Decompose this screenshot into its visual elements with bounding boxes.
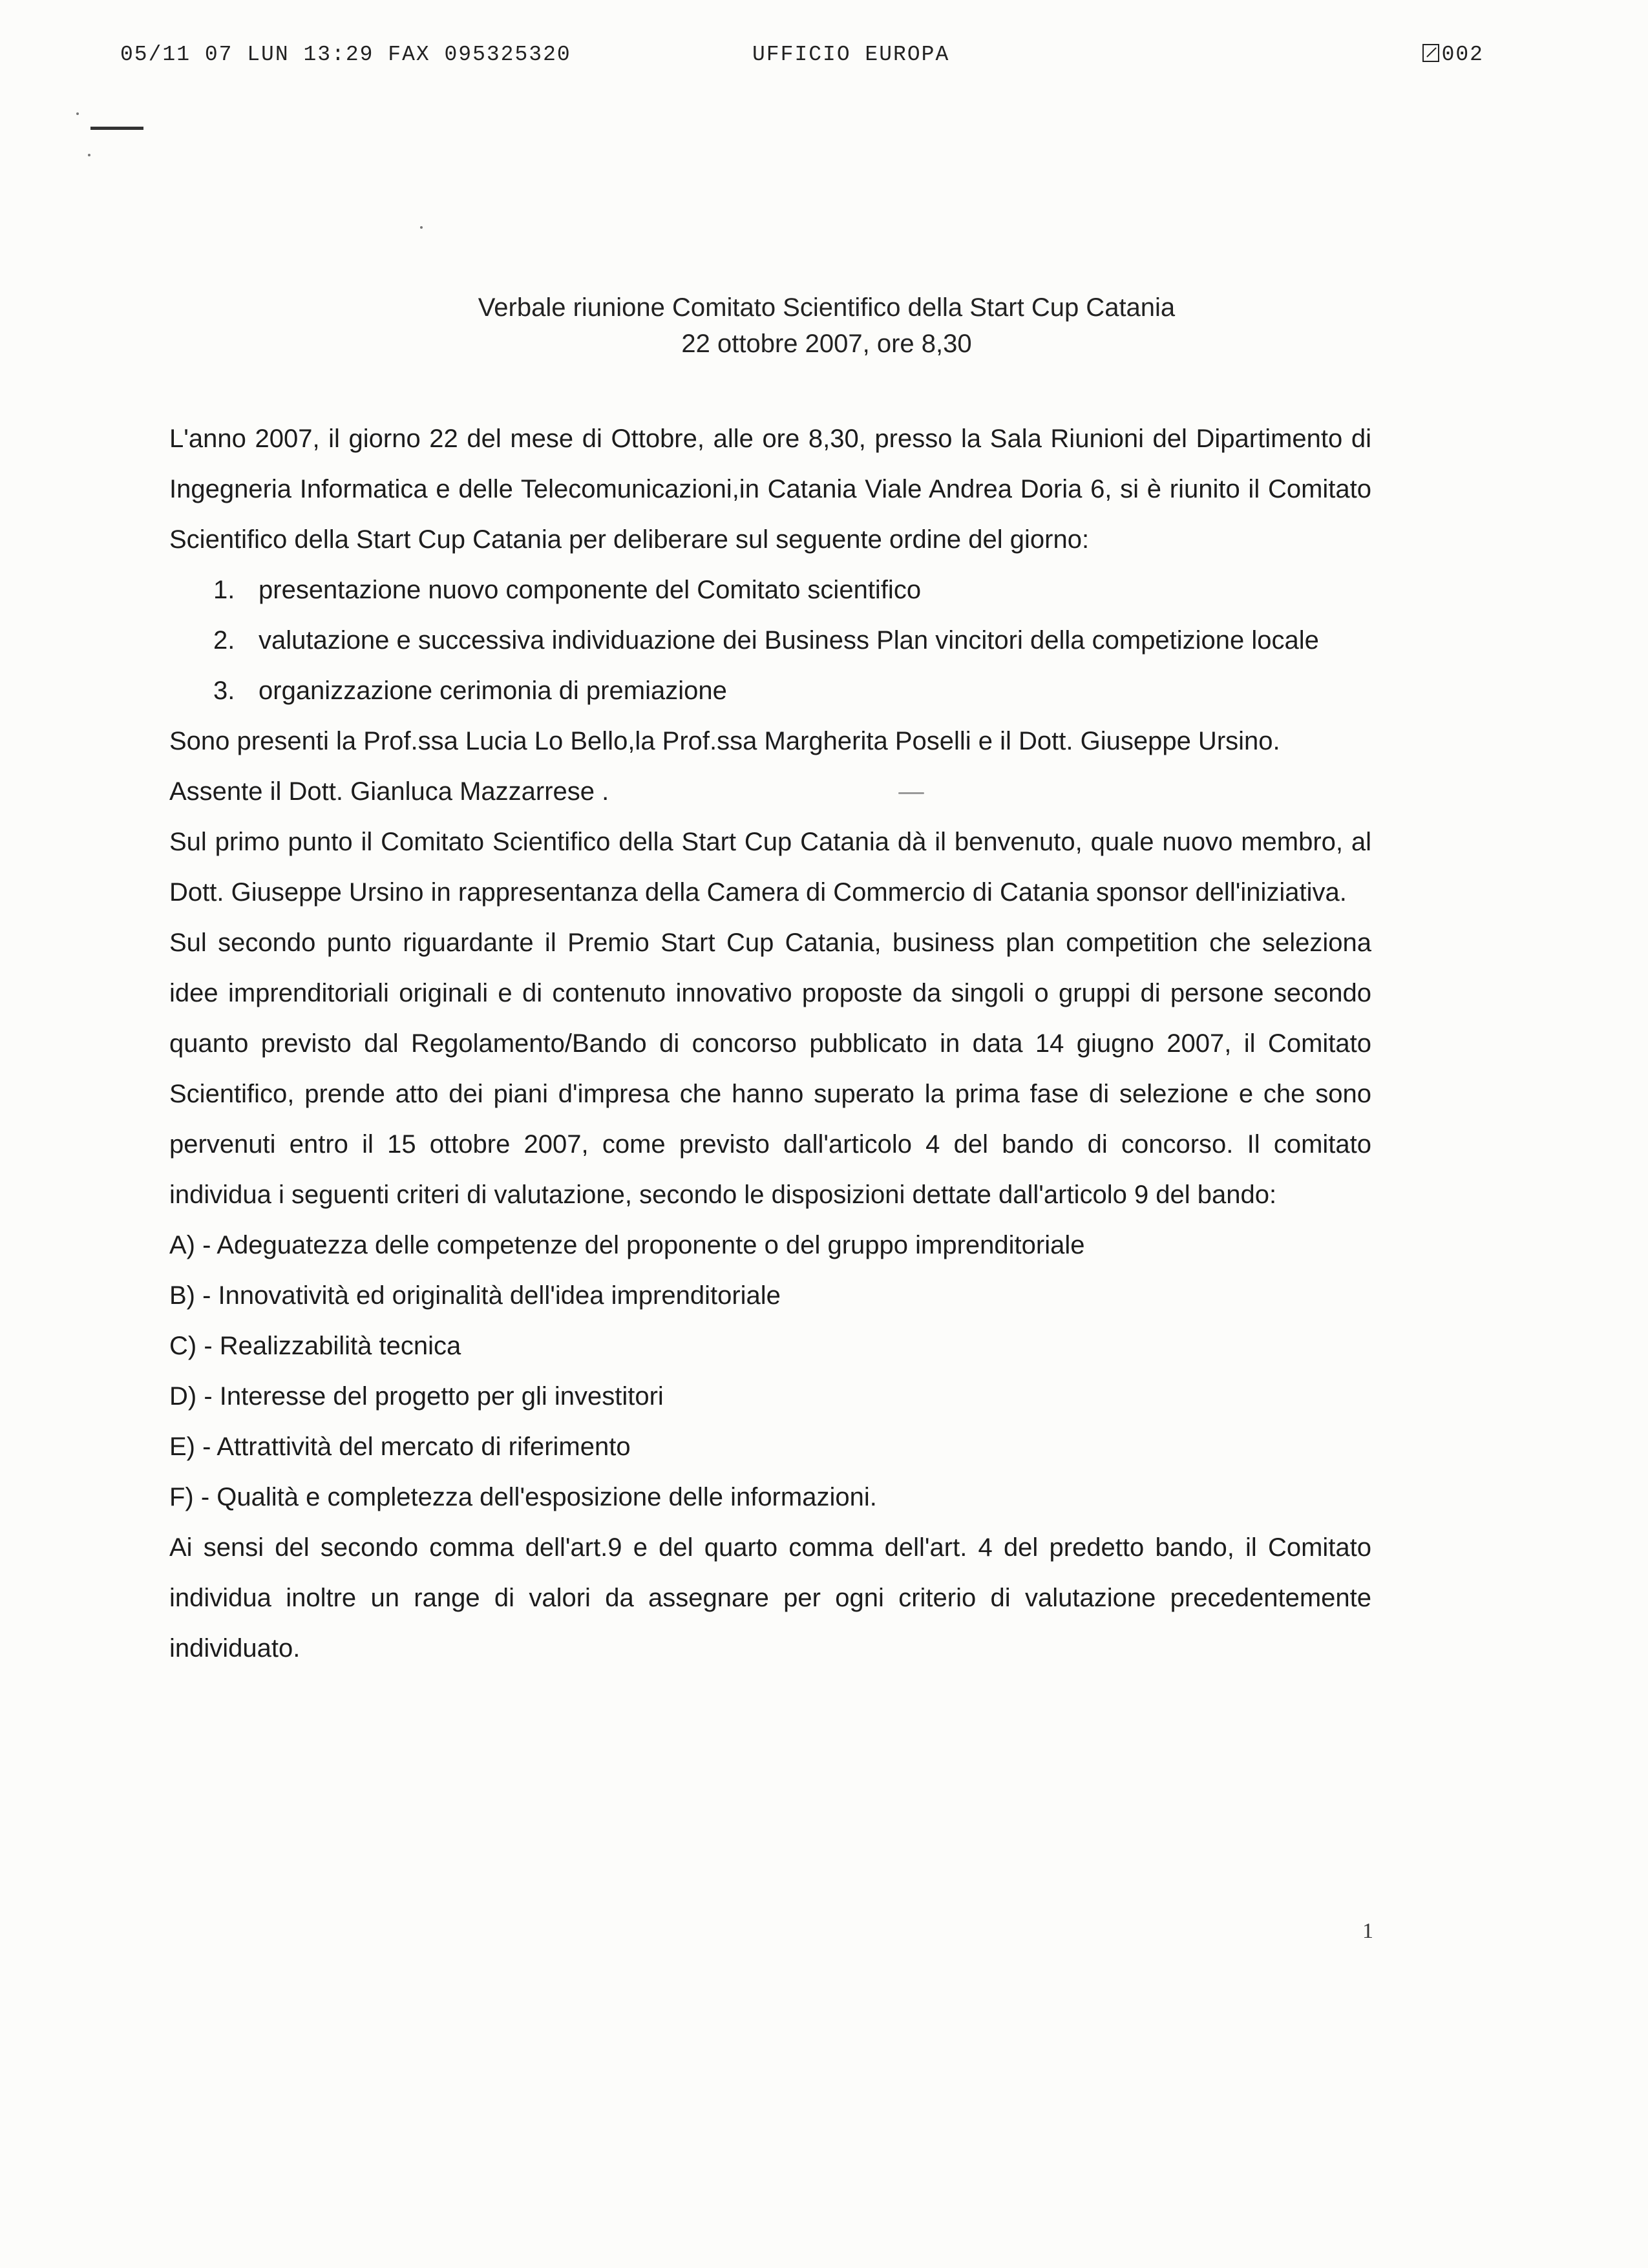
first-point-paragraph: Sul primo punto il Comitato Scientifico della Start Cup Catania dà il benvenuto, quale nuovo membro, al Dott. Giuseppe Ursino in rappresentanza della Camera di Commercio di Catania sponsor dell'iniziativa.: [169, 828, 1371, 907]
criterion-item: E) - Attrattività del mercato di riferimento: [169, 1433, 631, 1461]
intro-paragraph: L'anno 2007, il giorno 22 del mese di Ottobre, alle ore 8,30, presso la Sala Riunioni del Dipartimento di Ingegneria Informatica e delle Telecomunicazioni,in Catania Viale Andrea Doria 6, si è riunito il Comitato Scientifico della Start Cup Catania per deliberare sul seguente ordine del giorno:: [169, 425, 1371, 554]
fax-page-number: 002: [1441, 43, 1484, 67]
fax-datetime: 05/11 07 LUN 13:29 FAX 095325320: [120, 43, 571, 67]
criterion-item: A) - Adeguatezza delle competenze del proponente o del gruppo imprenditoriale: [169, 1231, 1085, 1259]
fax-header: [120, 43, 1484, 75]
second-point-paragraph: Sul secondo punto riguardante il Premio Start Cup Catania, business plan competition che seleziona idee imprenditoriali originali e di contenuto innovativo proposte da singoli o gruppi di persone secondo quanto previsto dal Regolamento/Bando di concorso pubblicato in data 14 giugno 2007, il Comitato Scientifico, prende atto dei piani d'impresa che hanno superato la prima fase di selezione e che sono pervenuti entro il 15 ottobre 2007, come previsto dall'articolo 4 del bando di concorso. Il comitato individua i seguenti criteri di valutazione, secondo le disposizioni dettate dall'articolo 9 del bando:: [169, 929, 1371, 1209]
scan-speck: [420, 226, 423, 229]
fax-page-icon: [1422, 44, 1439, 62]
criterion-item: B) - Innovatività ed originalità dell'idea imprenditoriale: [169, 1281, 781, 1310]
document-title: [0, 289, 1648, 362]
fax-page-indicator: [1422, 43, 1484, 67]
criterion-item: C) - Realizzabilità tecnica: [169, 1332, 461, 1360]
page-number: 1: [1362, 1919, 1373, 1943]
fax-office: UFFICIO EUROPA: [752, 43, 950, 67]
title-line-2: 22 ottobre 2007, ore 8,30: [681, 330, 972, 358]
margin-mark: [90, 127, 143, 130]
closing-paragraph: Ai sensi del secondo comma dell'art.9 e del quarto comma dell'art. 4 del predetto bando, il Comitato individua inoltre un range di valori da assegnare per ogni criterio di valutazione precedentemente individuato.: [169, 1533, 1371, 1663]
scan-speck: [76, 112, 79, 115]
scan-speck: [88, 154, 90, 156]
agenda-item: 3. organizzazione cerimonia di premiazione: [213, 677, 727, 705]
criterion-item: D) - Interesse del progetto per gli investitori: [169, 1382, 664, 1411]
present-paragraph: Sono presenti la Prof.ssa Lucia Lo Bello,la Prof.ssa Margherita Poselli e il Dott. Giuseppe Ursino.: [169, 727, 1280, 755]
criteria-list: [169, 1220, 1371, 1522]
document-body: [169, 414, 1371, 1674]
criterion-item: F) - Qualità e completezza dell'esposizione delle informazioni.: [169, 1483, 877, 1511]
absent-paragraph: Assente il Dott. Gianluca Mazzarrese .: [169, 777, 609, 806]
agenda-item: 1. presentazione nuovo componente del Comitato scientifico: [213, 576, 922, 604]
title-line-1: Verbale riunione Comitato Scientifico della Start Cup Catania: [478, 293, 1176, 322]
agenda-item: 2. valutazione e successiva individuazione dei Business Plan vincitori della competizione locale: [213, 626, 1319, 655]
agenda-list: [169, 565, 1371, 716]
